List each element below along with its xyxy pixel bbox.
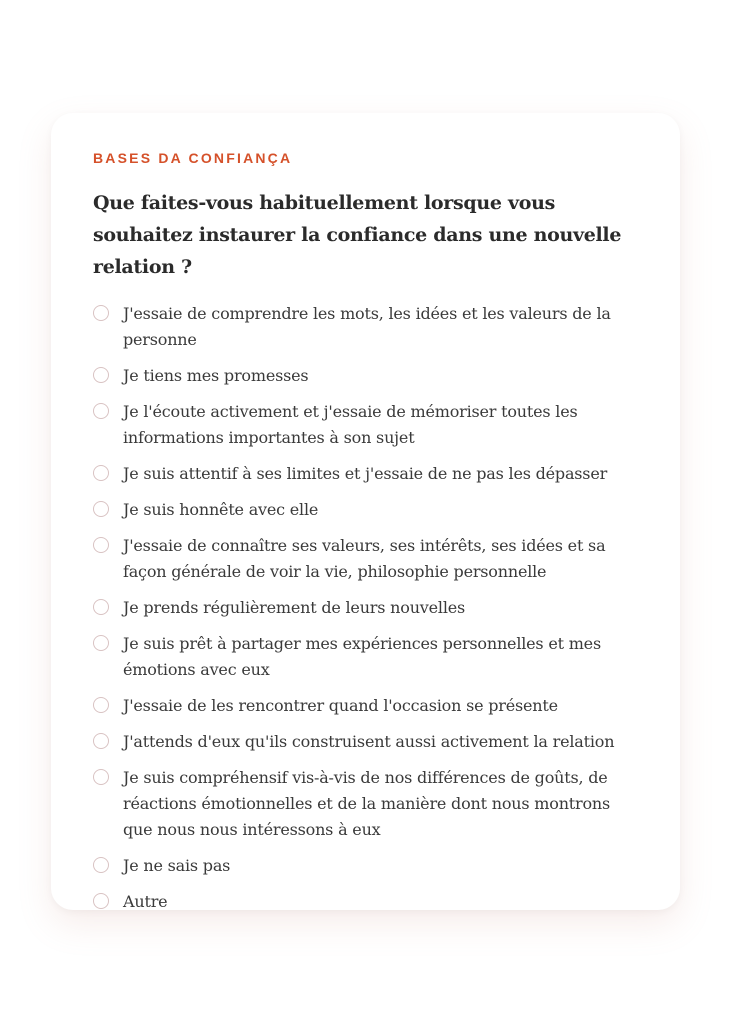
option-label: J'essaie de les rencontrer quand l'occasion se présente bbox=[123, 696, 558, 715]
option-label: Je prends régulièrement de leurs nouvelles bbox=[123, 598, 466, 617]
option-item[interactable] bbox=[93, 631, 644, 683]
radio-button[interactable] bbox=[93, 599, 109, 615]
radio-button[interactable] bbox=[93, 465, 109, 481]
option-label: Je suis compréhensif vis-à-vis de nos différences de goûts, de réactions émotionnelles et de la manière dont nous montrons que nous nous intéressons à eux bbox=[123, 768, 611, 839]
option-label: J'essaie de connaître ses valeurs, ses intérêts, ses idées et sa façon générale de voir la vie, philosophie personnelle bbox=[123, 536, 606, 581]
option-label: Je tiens mes promesses bbox=[123, 366, 309, 385]
option-label: Autre bbox=[123, 892, 168, 911]
section-eyebrow: BASES DA CONFIANÇA bbox=[93, 150, 293, 166]
radio-button[interactable] bbox=[93, 697, 109, 713]
option-label: J'attends d'eux qu'ils construisent aussi activement la relation bbox=[123, 732, 615, 751]
radio-button[interactable] bbox=[93, 305, 109, 321]
option-item[interactable] bbox=[93, 533, 644, 585]
option-label: Je l'écoute activement et j'essaie de mémoriser toutes les informations importantes à son sujet bbox=[123, 402, 578, 447]
option-label: J'essaie de comprendre les mots, les idées et les valeurs de la personne bbox=[123, 304, 611, 349]
radio-button[interactable] bbox=[93, 733, 109, 749]
option-item[interactable] bbox=[93, 889, 644, 915]
option-item[interactable] bbox=[93, 399, 644, 451]
option-label: Je suis prêt à partager mes expériences personnelles et mes émotions avec eux bbox=[123, 634, 601, 679]
radio-button[interactable] bbox=[93, 893, 109, 909]
radio-button[interactable] bbox=[93, 537, 109, 553]
options-list bbox=[93, 301, 644, 915]
option-item[interactable] bbox=[93, 853, 644, 879]
option-label: Je ne sais pas bbox=[123, 856, 231, 875]
question-title: Que faites-vous habituellement lorsque vous souhaitez instaurer la confiance dans une nouvelle relation ? bbox=[93, 192, 622, 278]
radio-button[interactable] bbox=[93, 857, 109, 873]
option-item[interactable] bbox=[93, 595, 644, 621]
option-item[interactable] bbox=[93, 497, 644, 523]
option-item[interactable] bbox=[93, 363, 644, 389]
option-label: Je suis honnête avec elle bbox=[123, 500, 319, 519]
radio-button[interactable] bbox=[93, 501, 109, 517]
option-item[interactable] bbox=[93, 693, 644, 719]
radio-button[interactable] bbox=[93, 635, 109, 651]
option-label: Je suis attentif à ses limites et j'essaie de ne pas les dépasser bbox=[123, 464, 608, 483]
option-item[interactable] bbox=[93, 765, 644, 843]
radio-button[interactable] bbox=[93, 769, 109, 785]
option-item[interactable] bbox=[93, 301, 644, 353]
survey-card bbox=[51, 113, 680, 910]
radio-button[interactable] bbox=[93, 367, 109, 383]
option-item[interactable] bbox=[93, 461, 644, 487]
radio-button[interactable] bbox=[93, 403, 109, 419]
option-item[interactable] bbox=[93, 729, 644, 755]
